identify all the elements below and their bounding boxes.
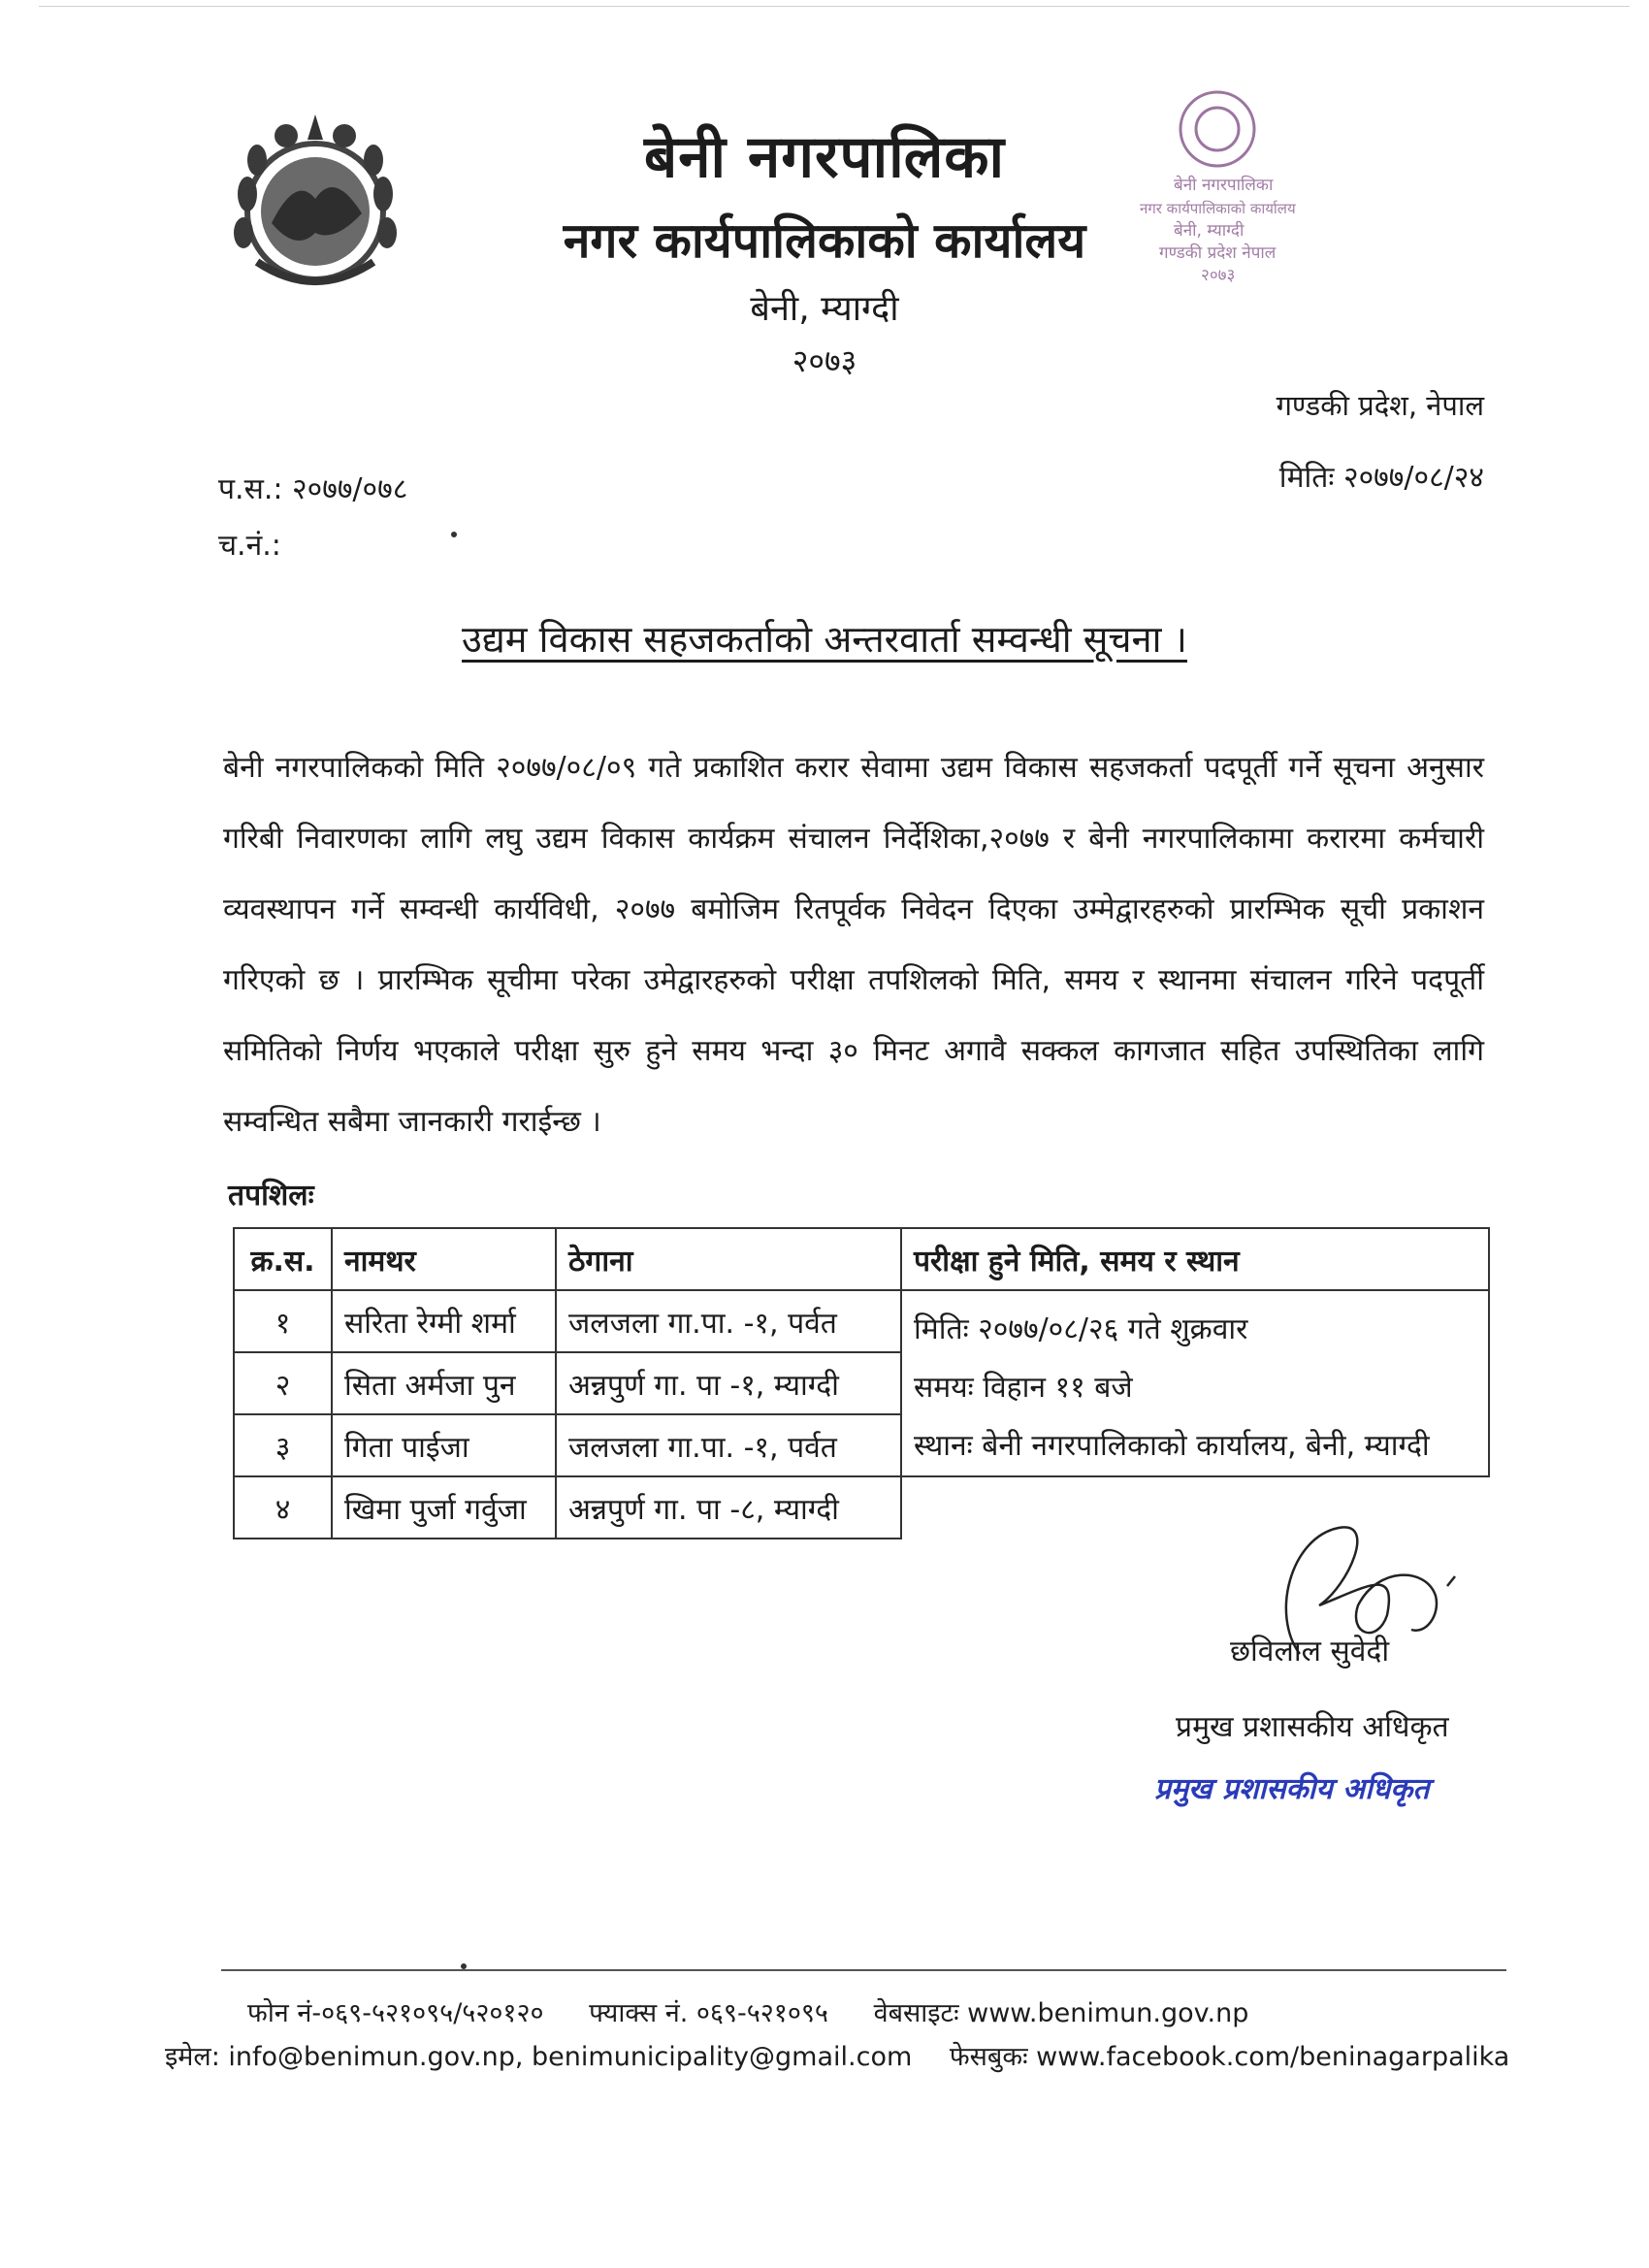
stamp-line-4: गण्डकी प्रदेश नेपाल — [1159, 243, 1277, 263]
footer-phone: फोन नं-०६९-५२१०९५/५२०१२० — [247, 1998, 544, 2028]
stamp-line-2: नगर कार्यपालिकाको कार्यालय — [1140, 200, 1296, 217]
row-name: गिता पाईजा — [332, 1414, 556, 1476]
exam-venue: स्थानः बेनी नगरपालिकाको कार्यालय, बेनी, म्याग्दी — [914, 1429, 1430, 1463]
row-name: खिमा पुर्जा गर्वुजा — [332, 1476, 556, 1539]
signatory-title: प्रमुख प्रशासकीय अधिकृत — [1176, 1710, 1449, 1744]
schedule-label: तपशिलः — [228, 1179, 314, 1213]
header-exam: परीक्षा हुने मिति, समय र स्थान — [901, 1228, 1489, 1290]
exam-details — [901, 1290, 1489, 1476]
row-address: अन्नपुर्ण गा. पा -१, म्याग्दी — [556, 1352, 901, 1414]
office-address: बेनी, म्याग्दी — [750, 289, 899, 329]
scan-speck — [451, 532, 457, 537]
top-edge-rule — [39, 6, 1630, 7]
header-name: नामथर — [332, 1228, 556, 1290]
signatory-name: छविलाल सुवेदी — [1230, 1635, 1390, 1669]
row-address: अन्नपुर्ण गा. पा -८, म्याग्दी — [556, 1476, 901, 1539]
header-address: ठेगाना — [556, 1228, 901, 1290]
row-sn: ४ — [234, 1476, 332, 1539]
exam-time: समयः विहान ११ बजे — [914, 1371, 1133, 1405]
municipality-name: बेनी नगरपालिका — [643, 123, 1006, 191]
footer-website: वेबसाइटः www.benimun.gov.np — [873, 1998, 1249, 2028]
footer-contact-line — [247, 1993, 1285, 2029]
footer-online-line — [165, 2037, 1538, 2073]
office-name: नगर कार्यपालिकाको कार्यालय — [563, 212, 1086, 269]
reference-number: प.स.: २०७७/०७८ — [218, 472, 408, 506]
stamp-line-5: २०७३ — [1201, 266, 1236, 285]
footer-facebook: फेसबुकः www.facebook.com/beninagarpalika — [949, 2042, 1510, 2072]
row-sn: २ — [234, 1352, 332, 1414]
footer-fax: फ्याक्स नं. ०६९-५२१०९५ — [589, 1998, 828, 2028]
table-header-row — [234, 1228, 1489, 1290]
row-name: सरिता रेग्मी शर्मा — [332, 1290, 556, 1352]
letter-date: मितिः २०७७/०८/२४ — [1278, 461, 1484, 495]
notice-heading: उद्यम विकास सहजकर्ताको अन्तरवार्ता सम्वन्धी सूचना । — [462, 618, 1187, 661]
notice-body: बेनी नगरपालिकको मिति २०७७/०८/०९ गते प्रकाशित करार सेवामा उद्यम विकास सहजकर्ता पदपूर्ती गर्ने सूचना अनुसार गरिबी निवारणका लागि लघु उद्यम विकास कार्यक्रम संचालन निर्देशिका,२०७७ र बेनी नगरपालिकामा करारमा कर्मचारी व्यवस्थापन गर्ने सम्वन्धी कार्यविधी, २०७७ बमोजिम रितपूर्वक निवेदन दिएका उम्मेद्वारहरुको प्रारम्भिक सूची प्रकाशन गरिएको छ । प्रारम्भिक सूचीमा परेका उमेद्वारहरुको परीक्षा तपशिलको मिति, समय र स्थानमा संचालन गरिने पदपूर्ती समितिको निर्णय भएकाले परीक्षा सुरु हुने समय भन्दा ३० मिनट अगावै सक्कल कागजात सहित उपस्थितिका लागि सम्वन्धित सबैमा जानकारी गराईन्छ । — [223, 751, 1484, 1139]
header-sn: क्र.स. — [234, 1228, 332, 1290]
row-sn: १ — [234, 1290, 332, 1352]
table-row — [234, 1290, 1489, 1352]
footer-email: इमेल: info@benimun.gov.np, benimunicipality@gmail.com — [165, 2042, 913, 2072]
established-year: २०७३ — [792, 342, 857, 379]
row-address: जलजला गा.पा. -१, पर्वत — [556, 1290, 901, 1352]
footer-rule — [221, 1969, 1506, 1971]
stamp-line-1: बेनी नगरपालिका — [1174, 176, 1274, 195]
designation-stamp: प्रमुख प्रशासकीय अधिकृत — [1154, 1772, 1430, 1806]
row-sn: ३ — [234, 1414, 332, 1476]
stamp-line-3: बेनी, म्याग्दी — [1174, 221, 1245, 241]
exam-date: मितिः २०७७/०८/२६ गते शुक्रवार — [914, 1312, 1248, 1346]
candidate-table — [233, 1227, 1490, 1539]
row-name: सिता अर्मजा पुन — [332, 1352, 556, 1414]
row-address: जलजला गा.पा. -१, पर्वत — [556, 1414, 901, 1476]
dispatch-number: च.नं.: — [218, 529, 281, 563]
province-line: गण्डकी प्रदेश, नेपाल — [1276, 389, 1484, 422]
